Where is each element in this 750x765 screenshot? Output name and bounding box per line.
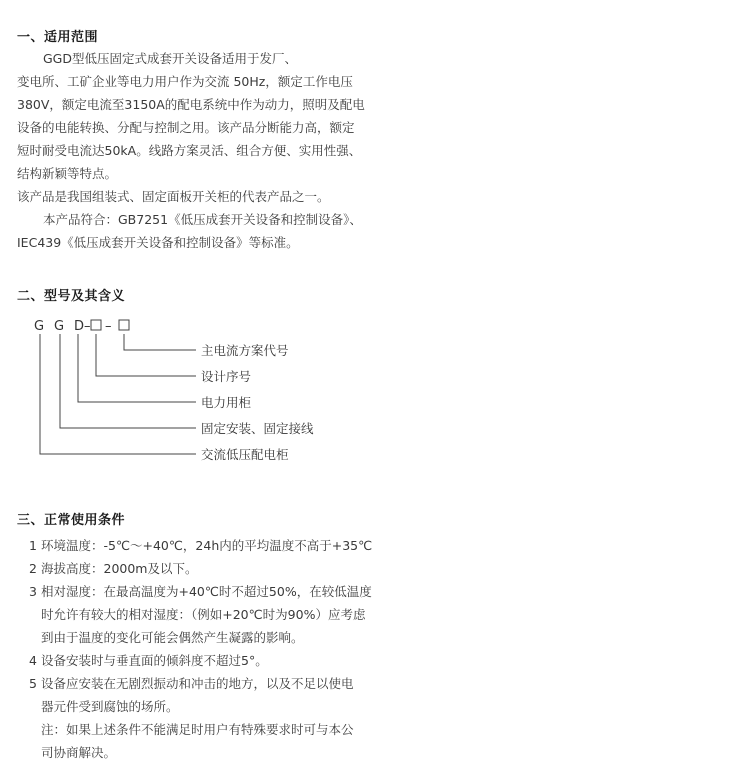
section-3-title: 三、正常使用条件 <box>17 513 126 528</box>
condition-number: 1 <box>29 538 37 553</box>
meaning-label: 交流低压配电柜 <box>201 447 289 462</box>
note-text: 注：如果上述条件不能满足时用户有特殊要求时可与本公 <box>41 722 354 737</box>
condition-text: 相对湿度：在最高温度为+40℃时不超过50%，在较低温度 <box>41 584 372 599</box>
body-line: 380V，额定电流至3150A的配电系统中作为动力，照明及配电 <box>17 97 365 112</box>
body-line: IEC439《低压成套开关设备和控制设备》等标准。 <box>17 235 299 250</box>
condition-item <box>17 535 372 558</box>
body-line: 结构新颖等特点。 <box>17 166 118 181</box>
condition-number: 2 <box>29 561 37 576</box>
bracket-line-5 <box>40 334 196 454</box>
section-1-title: 一、适用范围 <box>17 30 99 45</box>
bracket-line-2 <box>96 334 196 376</box>
body-line: 变电所、工矿企业等电力用户作为交流 50Hz，额定工作电压 <box>17 74 353 89</box>
condition-number: 4 <box>29 653 37 668</box>
section-3-body <box>17 535 372 765</box>
section-2-title: 二、型号及其含义 <box>17 289 126 304</box>
model-char-dash: – <box>105 319 112 334</box>
note-text: 司协商解决。 <box>41 745 117 760</box>
model-char-d: D– <box>74 319 91 334</box>
condition-text: 设备安装时与垂直面的倾斜度不超过5°。 <box>41 653 268 668</box>
body-line: 设备的电能转换、分配与控制之用。该产品分断能力高，额定 <box>17 120 355 135</box>
condition-item <box>17 673 372 696</box>
body-line: GGD型低压固定式成套开关设备适用于发厂、 <box>43 51 297 66</box>
meaning-label: 主电流方案代号 <box>201 343 289 358</box>
bracket-line-4 <box>60 334 196 428</box>
condition-text: 器元件受到腐蚀的场所。 <box>41 699 179 714</box>
condition-number: 5 <box>29 676 37 691</box>
condition-item <box>17 558 372 581</box>
condition-text: 设备应安装在无剧烈振动和冲击的地方，以及不足以使电 <box>41 676 354 691</box>
body-line: 本产品符合：GB7251《低压成套开关设备和控制设备》、 <box>43 212 362 227</box>
meaning-label: 固定安装、固定接线 <box>201 421 314 436</box>
condition-text: 海拔高度：2000m及以下。 <box>41 561 198 576</box>
body-line: 该产品是我国组装式、固定面板开关柜的代表产品之一。 <box>17 189 330 204</box>
condition-text: 环境温度：-5℃～+40℃，24h内的平均温度不高于+35℃ <box>41 538 373 553</box>
bracket-line-1 <box>124 334 196 350</box>
condition-text: 到由于温度的变化可能会偶然产生凝露的影响。 <box>41 630 304 645</box>
meaning-label: 电力用柜 <box>201 395 252 410</box>
condition-item <box>17 581 372 604</box>
meaning-label: 设计序号 <box>201 369 252 384</box>
model-char-g1: G <box>34 319 45 334</box>
condition-number: 3 <box>29 584 37 599</box>
condition-text: 时允许有较大的相对湿度：（例如+20℃时为90%）应考虑 <box>41 607 366 622</box>
placeholder-box-1 <box>91 320 101 330</box>
body-line: 短时耐受电流达50kA。线路方案灵活、组合方便、实用性强、 <box>17 143 362 158</box>
condition-item <box>17 650 372 673</box>
placeholder-box-2 <box>119 320 129 330</box>
model-char-g2: G <box>54 319 65 334</box>
